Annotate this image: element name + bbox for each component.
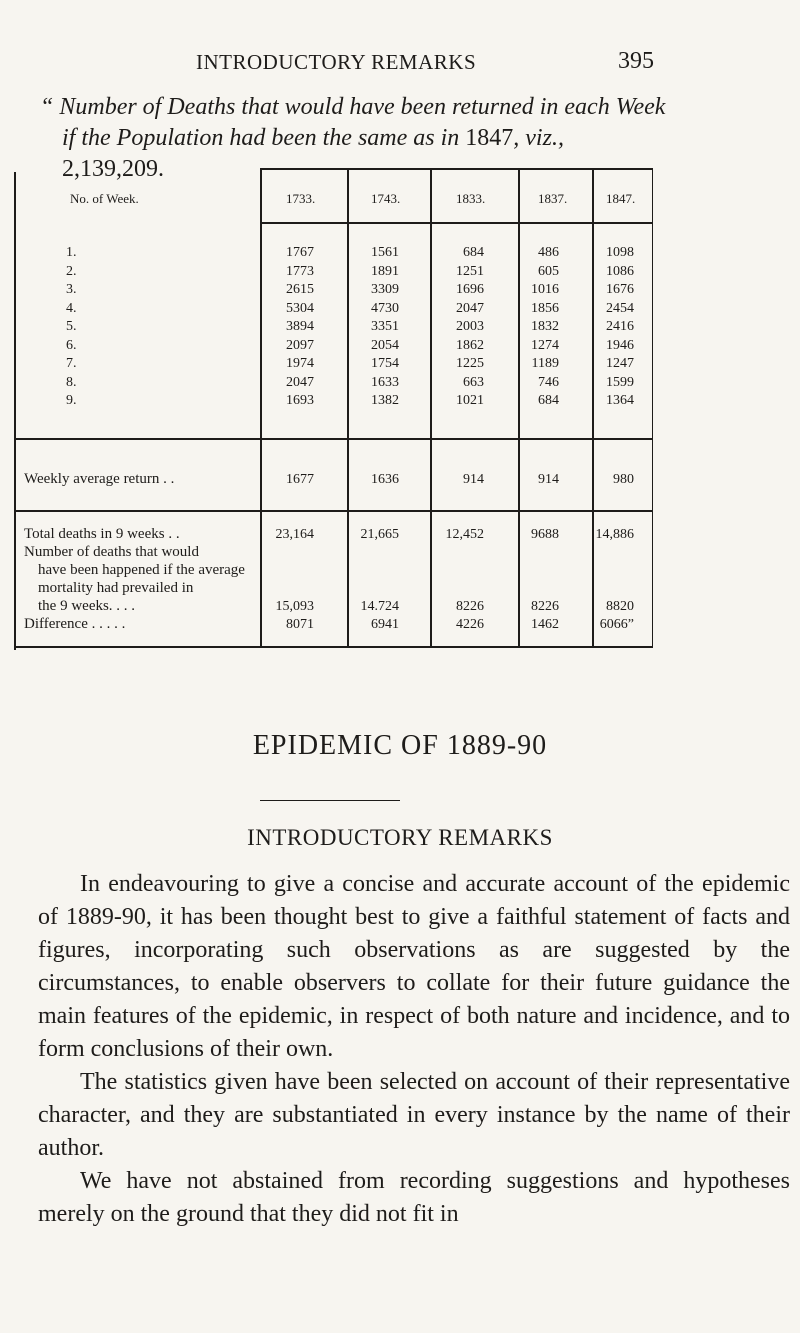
caption-line-1 (40, 92, 760, 123)
table-cell: 1633 (371, 374, 399, 390)
paragraph: We have not abstained from recording suggestions and hypotheses merely on the ground that they did not fit in (38, 1168, 790, 1227)
average-cell: 980 (613, 472, 634, 487)
total-cell: 9688 (531, 527, 559, 542)
table-cell: 1021 (456, 393, 484, 408)
table-cell: 2615 (286, 282, 314, 297)
table-cell: 1086 (606, 263, 634, 279)
would-label-3: mortality had prevailed in (38, 580, 194, 596)
table-cell: 1946 (606, 337, 634, 353)
difference-cell: 1462 (531, 617, 559, 632)
table-cell: 746 (538, 374, 559, 390)
table-cell: 1561 (371, 245, 399, 260)
week-number: 9. (66, 393, 77, 408)
header-rule (260, 222, 652, 224)
table-cell: 1832 (531, 319, 559, 334)
table-cell: 1862 (456, 337, 484, 353)
running-head-title: INTRODUCTORY REMARKS (196, 50, 477, 74)
week-number: 3. (66, 282, 77, 297)
caption-line-3: 2,139,209. (62, 156, 164, 182)
would-cell: 14.724 (360, 599, 399, 614)
table-bottom-rule (16, 646, 652, 648)
caption-line-2 (40, 123, 760, 154)
table-cell: 2047 (456, 300, 484, 316)
week-number: 5. (66, 319, 77, 334)
section-title: EPIDEMIC OF 1889-90 (252, 730, 548, 761)
difference-cell: 6941 (371, 617, 399, 632)
table-cell: 1016 (531, 282, 559, 297)
caption-year: 1847 (465, 125, 514, 151)
table-left-border (14, 172, 16, 650)
table-cell: 1754 (371, 356, 399, 371)
running-head (0, 40, 800, 80)
would-cell: 8820 (606, 599, 634, 614)
header-week: No. of Week. (70, 191, 139, 206)
header-1837: 1837. (538, 191, 568, 206)
table-cell: 2003 (456, 319, 484, 334)
page-number: 395 (618, 48, 654, 74)
header-1733: 1733. (286, 191, 316, 206)
caption-viz: , viz., (513, 125, 564, 151)
table-cell: 5304 (286, 300, 314, 316)
week-number: 1. (66, 245, 77, 260)
table-cell: 1364 (606, 393, 634, 408)
total-cell: 14,886 (595, 527, 634, 542)
difference-cell: 4226 (456, 617, 484, 632)
table-cell: 2416 (606, 319, 634, 334)
difference-cell: 6066” (599, 617, 634, 632)
table-cell: 486 (538, 245, 559, 260)
week-number: 6. (66, 337, 77, 353)
table-cell: 1274 (531, 337, 559, 353)
table-cell: 1098 (606, 245, 634, 260)
body-text (38, 868, 790, 1231)
table-cell: 1382 (371, 393, 399, 408)
average-cell: 1636 (371, 472, 399, 487)
would-label-1: Number of deaths that would (24, 544, 199, 560)
header-1743: 1743. (371, 191, 401, 206)
would-cell: 8226 (531, 599, 559, 614)
total-cell: 23,164 (275, 527, 314, 542)
table-cell: 663 (463, 374, 484, 390)
table-cell: 2097 (286, 337, 314, 353)
total-cell: 21,665 (360, 527, 399, 542)
table-cell: 1251 (456, 263, 484, 279)
deaths-table (14, 168, 653, 648)
table-cell: 684 (463, 245, 484, 260)
average-label: Weekly average return . . (24, 471, 175, 487)
difference-label: Difference . . . . . (24, 616, 126, 632)
caption-line-2-text: if the Population had been the same as in (62, 125, 466, 151)
header-1833: 1833. (456, 191, 486, 206)
table-cell: 2054 (371, 337, 399, 353)
table-cell: 1974 (286, 356, 314, 371)
table-cell: 3894 (286, 319, 314, 334)
section-rule (16, 438, 652, 440)
table-cell: 1189 (531, 356, 559, 371)
difference-cell: 8071 (286, 617, 314, 632)
paragraph: The statistics given have been selected on account of their representative character, and they are substantiated in every instance by the name of their author. (38, 1069, 790, 1161)
would-label-4: the 9 weeks. . . . (38, 598, 136, 614)
table-cell: 684 (538, 393, 559, 408)
week-number: 2. (66, 263, 77, 279)
table-cell: 1693 (286, 393, 314, 408)
average-cell: 914 (463, 472, 484, 487)
week-number: 4. (66, 300, 77, 316)
would-label-2: have been happened if the average (38, 562, 245, 578)
table-cell: 1225 (456, 356, 484, 371)
table-cell: 1767 (286, 245, 314, 260)
table-cell: 1676 (606, 282, 634, 297)
table-cell: 1773 (286, 263, 314, 279)
caption-line-1-text: “ Number of Deaths that would have been returned in each Week (40, 94, 666, 120)
section-subtitle: INTRODUCTORY REMARKS (247, 825, 553, 850)
would-cell: 8226 (456, 599, 484, 614)
table-cell: 4730 (371, 300, 399, 316)
table-cell: 2047 (286, 374, 314, 390)
divider (260, 800, 400, 801)
table-cell: 1247 (606, 356, 634, 371)
table-cell: 1696 (456, 282, 484, 297)
table-cell: 605 (538, 263, 559, 279)
table-cell: 1891 (371, 263, 399, 279)
header-1847: 1847. (606, 191, 636, 206)
average-cell: 914 (538, 472, 559, 487)
section-rule (16, 510, 652, 512)
table-cell: 3309 (371, 282, 399, 297)
week-number: 7. (66, 356, 77, 371)
total-cell: 12,452 (445, 527, 484, 542)
table-cell: 1599 (606, 374, 634, 390)
table-cell: 3351 (371, 319, 399, 334)
week-number: 8. (66, 374, 77, 390)
would-cell: 15,093 (275, 599, 314, 614)
average-cell: 1677 (286, 472, 314, 487)
table-cell: 1856 (531, 300, 559, 316)
table-cell: 2454 (606, 300, 634, 316)
paragraph: In endeavouring to give a concise and accurate account of the epidemic of 1889-90, it has been thought best to give a faithful statement of facts and figures, incorporating such observations as are suggested by the circumstances, to enable observers to collate for their future guidance the main features of the epidemic, in respect of both nature and incidence, and to form conclusions of their own. (38, 871, 790, 1062)
total-label: Total deaths in 9 weeks . . (24, 526, 180, 542)
